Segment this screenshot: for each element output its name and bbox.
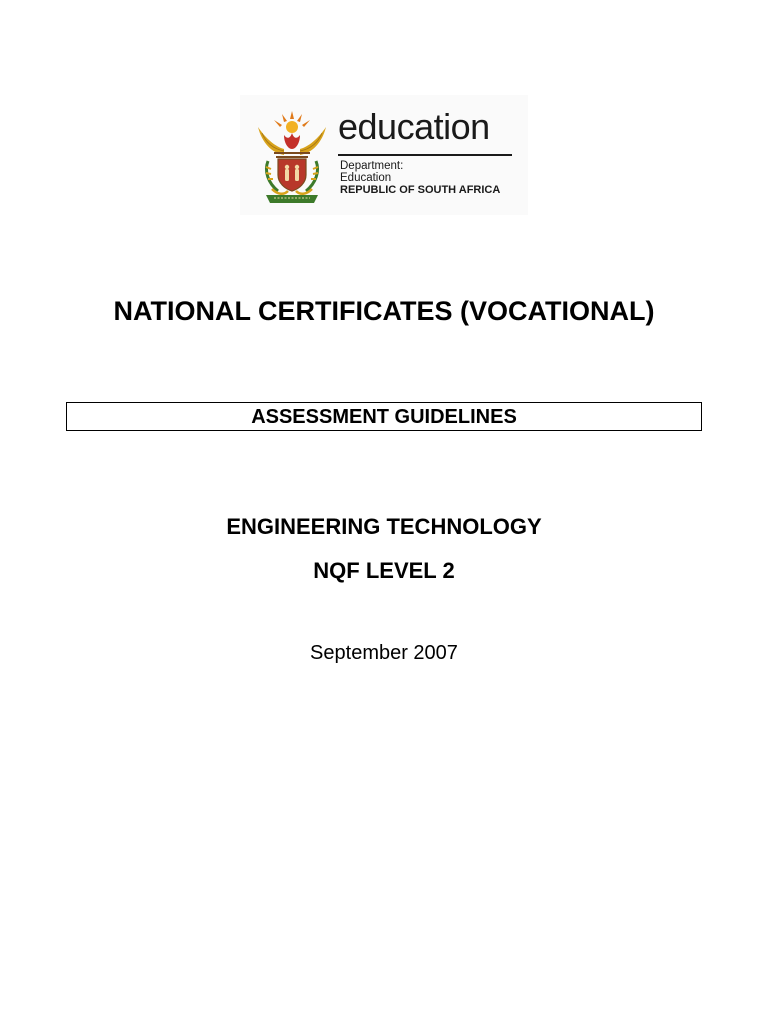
- south-africa-coat-of-arms-icon: [254, 109, 330, 205]
- logo-divider: [338, 154, 512, 156]
- logo-department-name: Education: [340, 172, 392, 184]
- department-logo: [240, 95, 528, 215]
- logo-department-label: Department:: [340, 160, 404, 172]
- document-title: NATIONAL CERTIFICATES (VOCATIONAL): [113, 296, 655, 326]
- guidelines-heading: ASSESSMENT GUIDELINES: [251, 406, 517, 428]
- logo-country-name: REPUBLIC OF SOUTH AFRICA: [340, 184, 501, 196]
- logo-wordmark: education: [338, 106, 490, 147]
- guidelines-box: [66, 402, 702, 431]
- nqf-level: NQF LEVEL 2: [313, 558, 455, 583]
- publication-date: September 2007: [310, 642, 458, 664]
- subject-title: ENGINEERING TECHNOLOGY: [226, 514, 542, 539]
